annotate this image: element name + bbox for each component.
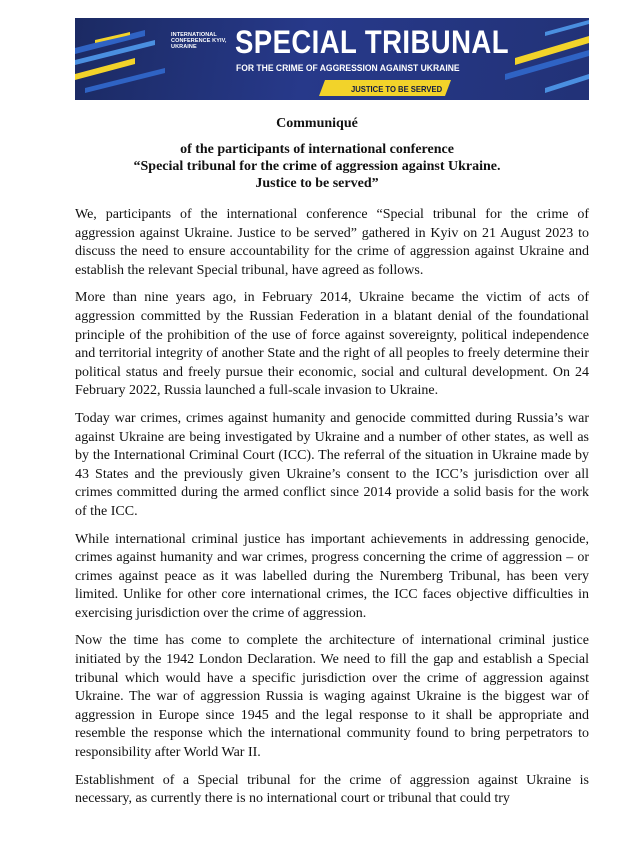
conference-banner <box>75 18 589 100</box>
paragraph: We, participants of the international conference “Special tribunal for the crime of aggression against Ukraine. Justice to be served” gathered in Kyiv on 21 August 2023 to discuss the need to ensure accountability for the crime of aggression against Ukraine and establish the relevant Special tribunal, have agreed as follows. <box>75 207 589 278</box>
subtitle-line: of the participants of international conference <box>180 142 454 157</box>
banner-title: SPECIAL TRIBUNAL <box>235 24 509 60</box>
document-subtitle <box>60 141 574 192</box>
banner-subtitle: FOR THE CRIME OF AGGRESSION AGAINST UKRAINE <box>236 63 460 74</box>
subtitle-line: Justice to be served” <box>255 176 379 191</box>
document-body <box>75 206 589 818</box>
subtitle-line: “Special tribunal for the crime of aggression against Ukraine. <box>133 159 501 174</box>
document-title: Communiqué <box>276 116 358 131</box>
paragraph: More than nine years ago, in February 2014, Ukraine became the victim of acts of aggression committed by the Russian Federation in a blatant denial of the foundational principle of the prohibition of the use of force against sovereignty, political independence and territorial integrity of another State and the right of all peoples to freely determine their political status and freely pursue their economic, social and cultural development. On 24 February 2022, Russia launched a full-scale invasion to Ukraine. <box>75 290 589 399</box>
paragraph: Today war crimes, crimes against humanity and genocide committed during Russia’s war against Ukraine are being investigated by Ukraine and a number of other states, as well as by the International Criminal Court (ICC). The referral of the situation in Ukraine made by 43 States and the previously given Ukraine’s consent to the ICC’s jurisdiction over all crimes committed during the armed conflict since 2014 provide a solid basis for the work of the ICC. <box>75 410 589 519</box>
banner-motto: JUSTICE TO BE SERVED <box>351 84 443 94</box>
paragraph: Now the time has come to complete the architecture of international criminal justice initiated by the 1942 London Declaration. We need to fill the gap and establish a Special tribunal which would have a specific jurisdiction over the crime of aggression against Ukraine. The war of aggression Russia is waging against Ukraine is the biggest war of aggression in Europe since 1945 and the legal response to it shall be appropriate and resemble the response which the international community found to bring perpetrators to responsibility after World War II. <box>75 633 589 761</box>
paragraph: Establishment of a Special tribunal for the crime of aggression against Ukraine is necessary, as currently there is no international court or tribunal that could try <box>75 772 589 807</box>
banner-conference-label: INTERNATIONAL CONFERENCE KYIV, UKRAINE <box>171 32 227 50</box>
paragraph: While international criminal justice has important achievements in addressing genocide, crimes against humanity and war crimes, progress concerning the crime of aggression – or crimes against peace as it was labelled during the Nuremberg Tribunal, has been very limited. Unlike for other core international crimes, the ICC faces objective difficulties in exercising jurisdiction over the crime of aggression. <box>75 531 589 621</box>
